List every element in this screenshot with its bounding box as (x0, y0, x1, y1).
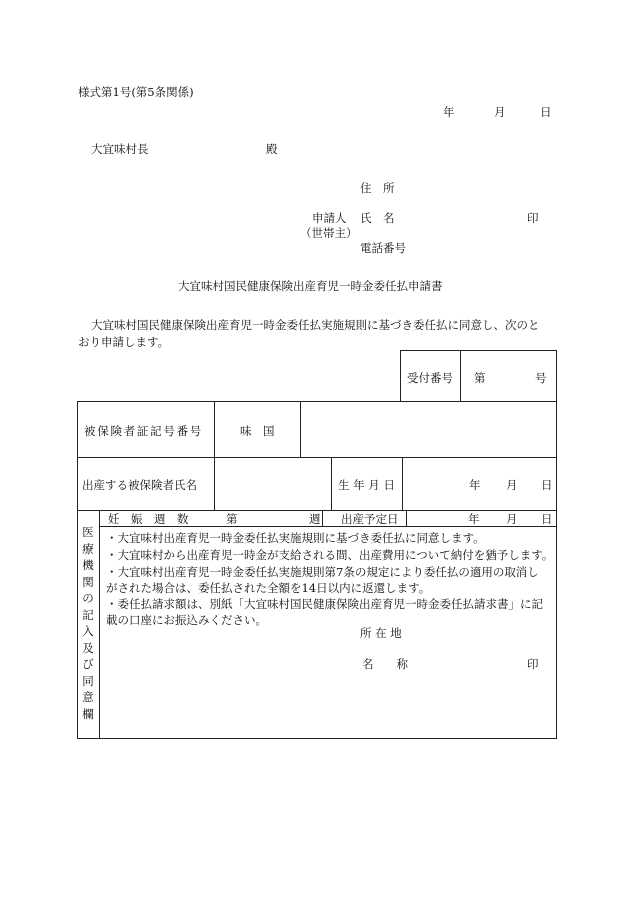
insured-name-field[interactable] (218, 460, 328, 508)
pregnancy-weeks-label: 妊 娠 週 数 (108, 512, 189, 526)
intro-line-2: おり申請します。 (78, 335, 170, 349)
phone-label: 電話番号 (360, 241, 406, 255)
due-year-label: 年 (468, 512, 480, 526)
insurance-symbol: 味 国 (240, 424, 275, 438)
vertical-char: の (82, 591, 94, 605)
vertical-char: 関 (82, 574, 94, 589)
due-date-label: 出産予定日 (341, 512, 399, 526)
receipt-number-label: 受付番号 (407, 371, 453, 385)
address-label: 住 所 (360, 181, 395, 195)
household-head-label: （世帯主） (300, 226, 358, 240)
birth-month-label: 月 (506, 478, 518, 492)
due-month-label: 月 (506, 512, 518, 526)
vertical-char: 意 (82, 690, 94, 704)
vertical-char: 療 (82, 541, 94, 556)
vertical-char: 同 (82, 673, 94, 688)
birth-day-label: 日 (541, 478, 553, 492)
applicant-seal: 印 (527, 211, 539, 225)
applicant-label: 申請人 (312, 211, 347, 225)
consent-line-5: ・委任払請求額は、別紙「大宜味村国民健康保険出産育児一時金委任払請求書」に記 (106, 597, 543, 611)
consent-line-4: がされた場合は、委任払された全額を14日以内に返還します。 (106, 581, 431, 595)
location-label: 所 在 地 (360, 626, 402, 640)
birth-year-label: 年 (469, 478, 481, 492)
honorific: 殿 (266, 142, 278, 156)
medical-section-label (78, 524, 98, 722)
birthdate-label: 生 年 月 日 (338, 478, 395, 492)
date-day-label: 日 (540, 105, 552, 119)
vertical-char: 記 (82, 607, 94, 622)
vertical-char: 入 (82, 624, 94, 638)
weeks-dai: 第 (226, 512, 238, 526)
consent-line-1: ・大宜味村出産育児一時金委任払実施規則に基づき委任払に同意します。 (106, 531, 485, 545)
consent-line-3: ・大宜味村出産育児一時金委任払実施規則第7条の規定により委任払の適用の取消し (106, 565, 539, 579)
vertical-char: 及 (82, 640, 94, 655)
vertical-char: び (82, 657, 94, 671)
form-number: 様式第1号(第5条関係) (78, 85, 194, 99)
consent-line-6: 載の口座にお振込みください。 (106, 613, 267, 627)
document-title: 大宜味村国民健康保険出産育児一時金委任払申請書 (178, 279, 443, 293)
consent-line-2: ・大宜味村から出産育児一時金が支給される間、出産費用について納付を猶予します。 (106, 548, 554, 562)
addressee: 大宜味村長 (91, 142, 149, 156)
intro-line-1: 大宜味村国民健康保険出産育児一時金委任払実施規則に基づき委任払に同意し、次のと (91, 318, 540, 332)
weeks-unit: 週 (309, 512, 321, 526)
vertical-char: 欄 (82, 706, 94, 721)
insurance-number-field[interactable] (304, 405, 554, 455)
insurance-number-label: 被保険者証記号番号 (84, 424, 204, 438)
facility-seal: 印 (527, 657, 539, 671)
vertical-char: 医 (82, 525, 94, 539)
date-month-label: 月 (494, 105, 506, 119)
receipt-dai: 第 (474, 371, 486, 385)
insured-name-label: 出産する被保険者氏名 (82, 478, 197, 492)
date-year-label: 年 (443, 105, 455, 119)
facility-name-label: 名 称 (362, 657, 408, 671)
vertical-char: 機 (82, 558, 94, 572)
due-day-label: 日 (541, 512, 553, 526)
name-label: 氏 名 (360, 211, 395, 225)
receipt-go: 号 (535, 371, 547, 385)
